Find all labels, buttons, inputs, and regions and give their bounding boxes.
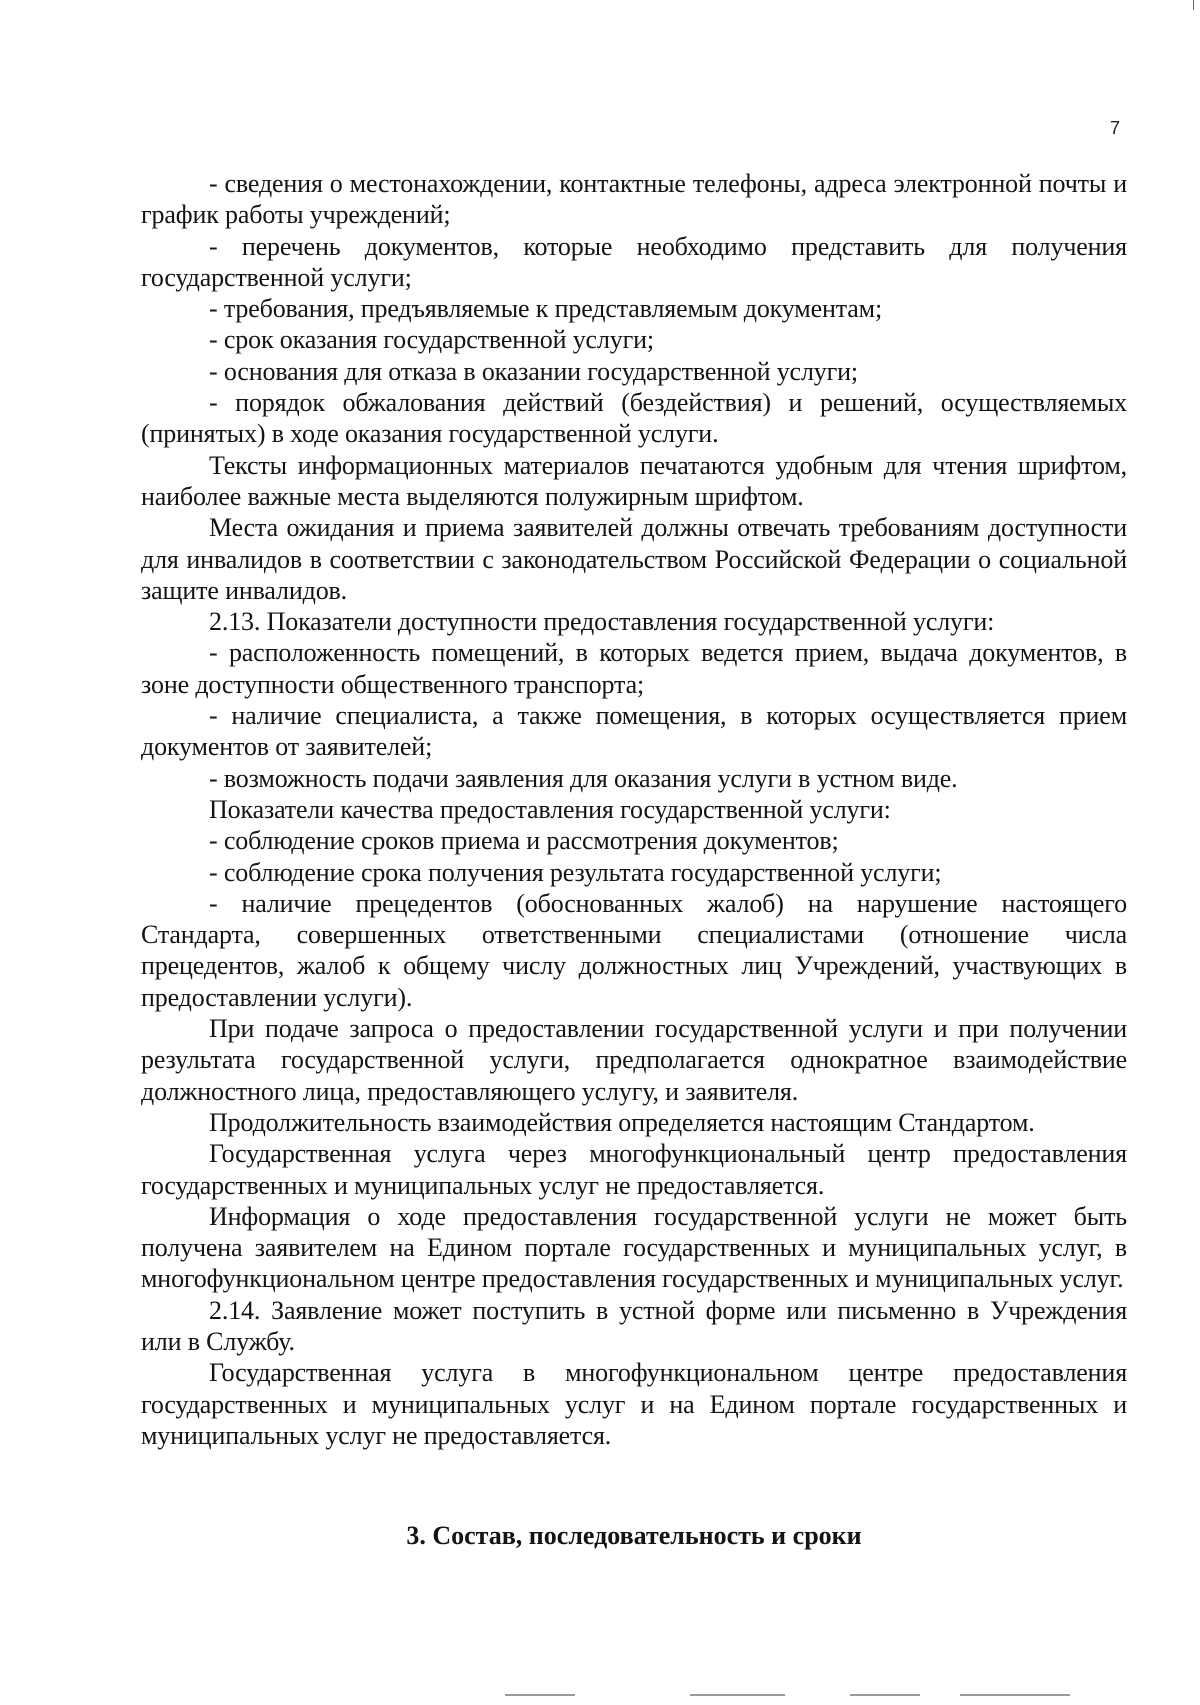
paragraph-refusal-grounds: - основания для отказа в оказании государственной услуги; (209, 356, 858, 386)
paragraph-premises-location: - расположенность помещений, в которых ведется прием, выдача документов, в зоне доступности общественного транспорта; (141, 638, 1127, 699)
paragraph-documents-list: - перечень документов, которые необходимо представить для получения государственной услуги; (141, 231, 1127, 292)
paragraph-font-requirements: Тексты информационных материалов печатаются удобным для чтения шрифтом, наиболее важные места выделяются полужирным шрифтом. (141, 450, 1127, 511)
paragraph-document-requirements: - требования, предъявляемые к представляемым документам; (209, 294, 883, 324)
paragraph-progress-information: Информация о ходе предоставления государственной услуги не может быть получена заявителем на Едином портале государственных и муниципальных услуг, в многофункциональном центре предоставления государственных и муниципальных услуг. (141, 1201, 1127, 1294)
paragraph-quality-indicators: Показатели качества предоставления государственной услуги: (209, 794, 891, 824)
paragraph-section-2-14: 2.14. Заявление может поступить в устной форме или письменно в Учреждения или в Службу. (141, 1295, 1127, 1356)
page-number: 7 (1110, 118, 1121, 138)
paragraph-mfc-not-provided: Государственная услуга через многофункциональный центр предоставления государственных и муниципальных услуг не предоставляется. (141, 1139, 1127, 1200)
paragraph-oral-application: - возможность подачи заявления для оказания услуги в устном виде. (209, 763, 958, 793)
paragraph-appeal-procedure: - порядок обжалования действий (бездействия) и решений, осуществляемых (принятых) в ходе оказания государственной услуги. (141, 388, 1127, 449)
paragraph-service-term: - срок оказания государственной услуги; (209, 325, 654, 355)
section-heading: 3. Состав, последовательность и сроки (406, 1521, 862, 1550)
paragraph-single-interaction: При подаче запроса о предоставлении государственной услуги и при получении результата государственной услуги, предполагается однократное взаимодействие должностного лица, предоставляющего услугу, и заявителя. (141, 1014, 1127, 1106)
paragraph-deadlines-compliance: - соблюдение сроков приема и рассмотрения документов; (209, 826, 839, 856)
body-text (141, 168, 1127, 1451)
paragraph-interaction-duration: Продолжительность взаимодействия определяется настоящим Стандартом. (209, 1107, 1035, 1137)
paragraph-section-2-13: 2.13. Показатели доступности предоставления государственной услуги: (209, 607, 995, 637)
paragraph-complaints-precedents: - наличие прецедентов (обоснованных жалоб) на нарушение настоящего Стандарта, совершенных ответственными специалистами (отношение числа прецедентов, жалоб к общему числу должностных лиц Учреждений, участвующих в предоставлении услуги). (141, 888, 1127, 1012)
paragraph-waiting-places: Места ожидания и приема заявителей должны отвечать требованиям доступности для инвалидов в соответствии с законодательством Российской Федерации о социальной защите инвалидов. (141, 513, 1127, 605)
paragraph-result-term-compliance: - соблюдение срока получения результата государственной услуги; (209, 857, 942, 887)
paragraph-portal-not-provided: Государственная услуга в многофункциональном центре предоставления государственных и муниципальных услуг и на Едином портале государственных и муниципальных услуг не предоставляется. (141, 1358, 1127, 1450)
scan-corner-mark (1193, 0, 1194, 10)
paragraph-specialist-availability: - наличие специалиста, а также помещения, в которых осуществляется прием документов от заявителей; (141, 701, 1127, 762)
paragraph-contact-info: - сведения о местонахождении, контактные телефоны, адреса электронной почты и график работы учреждений; (141, 169, 1127, 230)
scan-edge-artifacts (0, 1694, 1200, 1700)
